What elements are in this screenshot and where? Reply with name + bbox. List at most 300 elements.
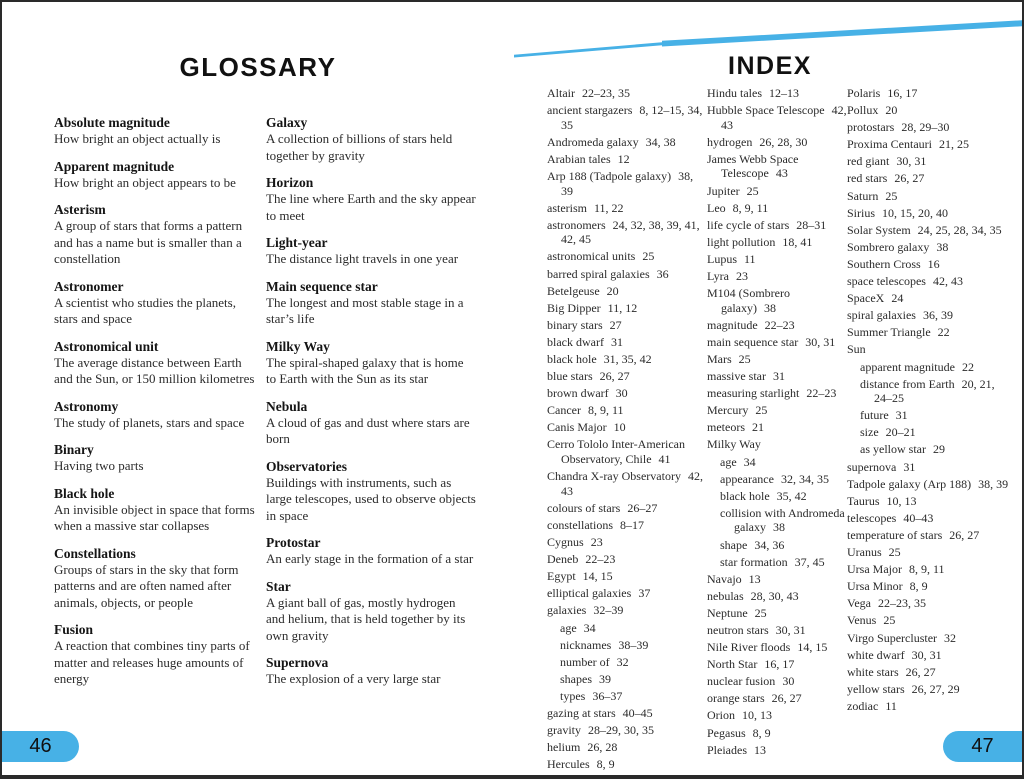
index-entry	[847, 257, 1015, 272]
index-term: astronomers	[547, 217, 606, 232]
index-page-numbers: 25	[755, 403, 768, 418]
index-term: appearance	[720, 471, 774, 486]
index-entry	[847, 665, 1015, 680]
index-page-numbers: 26, 27	[894, 171, 925, 186]
index-column	[847, 86, 1015, 716]
index-term: Hubble Space Telescope	[707, 103, 825, 118]
index-entry	[847, 631, 1015, 646]
index-entry	[547, 335, 703, 350]
index-entry	[547, 301, 703, 316]
index-term: star formation	[720, 554, 788, 569]
glossary-page-title: GLOSSARY	[179, 52, 337, 82]
index-page-numbers: 20–21	[885, 425, 916, 440]
index-entry	[547, 723, 703, 738]
index-term: Proxima Centauri	[847, 137, 932, 152]
index-page-numbers: 38	[936, 239, 949, 254]
glossary-entry	[266, 234, 476, 268]
index-page-numbers: 18, 41	[782, 234, 813, 249]
index-term: yellow stars	[847, 681, 905, 696]
index-page-numbers: 10	[613, 420, 626, 435]
glossary-term: Astronomy	[54, 398, 119, 414]
index-entry	[707, 674, 847, 689]
index-entry	[847, 342, 1015, 357]
index-page-numbers: 25	[883, 613, 896, 628]
index-term: Sombrero galaxy	[847, 239, 930, 254]
index-term: Sun	[847, 342, 866, 357]
glossary-column	[266, 114, 476, 698]
glossary-entry	[266, 398, 476, 448]
index-entry	[707, 743, 847, 758]
glossary-term: Observatories	[266, 458, 347, 474]
index-term: Arp 188 (Tadpole galaxy)	[547, 168, 672, 183]
index-page-numbers: 22–23	[764, 317, 795, 332]
index-page-numbers: 30	[615, 386, 628, 401]
index-term: future	[860, 408, 889, 423]
index-entry	[847, 494, 1015, 509]
index-entry	[860, 408, 1015, 423]
index-entry	[707, 201, 847, 216]
index-term: ancient stargazers	[547, 103, 633, 118]
index-term: Pleiades	[707, 742, 747, 757]
index-entry	[707, 691, 847, 706]
index-term: meteors	[707, 420, 745, 435]
glossary-definition: An invisible object in space that forms when a massive star collapses	[54, 501, 255, 533]
index-page-numbers: 40–43	[903, 510, 934, 525]
glossary-definition: A group of stars that forms a pattern and has a name but is smaller than a constellation	[54, 218, 243, 266]
index-term: protostars	[847, 120, 895, 135]
index-page-numbers: 39	[599, 671, 611, 686]
index-page-numbers: 32	[944, 630, 957, 645]
index-term: measuring starlight	[707, 386, 800, 401]
index-entry	[547, 169, 703, 198]
index-page-numbers: 10, 13	[742, 708, 772, 723]
index-term: Altair	[547, 86, 575, 100]
index-page-numbers: 37	[638, 586, 651, 601]
index-entry	[847, 460, 1015, 475]
index-entry	[707, 218, 847, 233]
index-entry	[847, 223, 1015, 238]
index-entry	[707, 286, 847, 315]
index-entry	[847, 511, 1015, 526]
index-term: Navajo	[707, 571, 742, 586]
index-term: light pollution	[707, 234, 776, 249]
index-page-numbers: 42, 43	[721, 103, 847, 132]
index-term: Vega	[847, 596, 871, 611]
index-page-numbers: 20	[606, 283, 619, 298]
index-term: Jupiter	[707, 183, 740, 198]
index-term: Lyra	[707, 269, 729, 284]
index-term: Canis Major	[547, 420, 607, 435]
glossary-term: Binary	[54, 442, 94, 457]
index-term: Milky Way	[707, 437, 761, 452]
index-entry	[847, 240, 1015, 255]
index-term: telescopes	[847, 510, 897, 525]
index-term: Pegasus	[707, 725, 746, 740]
glossary-term: Galaxy	[266, 115, 308, 130]
index-term: Summer Triangle	[847, 325, 931, 340]
index-term: James Webb Space Telescope	[707, 151, 799, 181]
index-term: Pollux	[847, 103, 879, 118]
index-page-numbers: 22–23, 35	[878, 596, 926, 611]
index-term: Taurus	[847, 493, 880, 508]
index-page-numbers: 38–39	[618, 637, 649, 652]
index-entry	[547, 249, 703, 264]
index-term: brown dwarf	[547, 386, 609, 401]
index-page-numbers: 35, 42	[776, 488, 807, 503]
index-page-numbers: 13	[754, 742, 766, 757]
index-entry	[547, 501, 703, 516]
index-page-numbers: 25	[642, 249, 655, 264]
index-page-numbers: 34	[743, 454, 756, 469]
glossary-entry	[54, 278, 261, 328]
index-entry	[707, 657, 847, 672]
glossary-term: Horizon	[266, 175, 314, 190]
index-entry	[847, 477, 1015, 492]
glossary-definition: Groups of stars in the sky that form patterns and are often named after animals, objects, or people	[54, 561, 239, 610]
index-page-numbers: 8, 9, 11	[908, 562, 945, 577]
index-page-numbers: 41	[658, 452, 671, 467]
index-page-numbers: 23	[736, 269, 748, 284]
index-term: Uranus	[847, 545, 882, 560]
glossary-entry	[54, 114, 261, 148]
index-page-numbers: 13	[748, 571, 761, 586]
index-term: Ursa Minor	[847, 579, 903, 594]
index-entry	[547, 586, 703, 601]
index-page-numbers: 22–23	[806, 386, 837, 401]
index-entry	[847, 682, 1015, 697]
glossary-entry	[54, 201, 261, 268]
index-page-numbers: 10, 15, 20, 40	[882, 205, 949, 220]
glossary-entry	[54, 485, 261, 535]
index-column	[547, 86, 703, 774]
index-page-numbers: 24	[891, 291, 904, 306]
index-term: Sirius	[847, 205, 876, 220]
index-entry	[847, 699, 1015, 714]
index-term: asterism	[547, 200, 587, 215]
index-page-numbers: 26, 27	[949, 527, 980, 542]
index-entry	[847, 189, 1015, 204]
index-page-numbers: 30, 31	[805, 334, 836, 349]
index-page-title: INDEX	[728, 52, 812, 80]
index-page-numbers: 32–39	[593, 603, 624, 618]
index-term: shape	[720, 537, 748, 552]
index-page-numbers: 36–37	[592, 688, 623, 703]
glossary-definition: How bright an object actually is	[54, 131, 221, 146]
index-entry	[547, 103, 703, 132]
index-page-numbers: 31	[610, 334, 623, 349]
index-term: Arabian tales	[547, 151, 611, 166]
index-term: astronomical units	[547, 249, 636, 264]
index-term: as yellow star	[860, 442, 926, 457]
index-entry	[547, 201, 703, 216]
index-entry	[847, 137, 1015, 152]
index-entry	[707, 184, 847, 199]
index-entry	[860, 377, 1015, 406]
index-term: constellations	[547, 517, 613, 532]
index-term: Big Dipper	[547, 300, 601, 315]
index-entry	[847, 325, 1015, 340]
index-term: zodiac	[847, 698, 879, 713]
index-term: Hercules	[547, 757, 590, 772]
index-page-numbers: 36, 39	[922, 308, 953, 323]
index-entry	[847, 613, 1015, 628]
glossary-definition: A giant ball of gas, mostly hydrogen and helium, that is held together by its own gravity	[266, 594, 466, 643]
index-term: orange stars	[707, 691, 765, 706]
index-entry	[707, 640, 847, 655]
index-entry	[560, 638, 703, 653]
index-entry	[707, 437, 847, 452]
index-page-numbers: 22	[937, 325, 950, 340]
index-term: white dwarf	[847, 647, 905, 662]
index-entry	[707, 623, 847, 638]
index-entry	[847, 274, 1015, 289]
page-number-badge-left: 46	[2, 731, 79, 762]
index-entry	[847, 545, 1015, 560]
index-term: Betelgeuse	[547, 283, 600, 298]
glossary-term: Protostar	[266, 535, 321, 550]
glossary-definition: A cloud of gas and dust where stars are born	[266, 414, 470, 446]
index-term: number of	[560, 654, 610, 669]
index-page-numbers: 42, 43	[932, 274, 963, 289]
index-page-numbers: 8, 9	[909, 579, 928, 594]
index-entry	[707, 572, 847, 587]
glossary-term: Astronomical unit	[54, 338, 159, 354]
glossary-term: Star	[266, 578, 291, 594]
index-page-numbers: 11	[885, 698, 897, 713]
index-page-numbers: 8–17	[620, 517, 644, 532]
index-page-numbers: 26, 28, 30	[759, 134, 808, 149]
index-page-numbers: 21	[752, 420, 764, 435]
index-page-numbers: 25	[746, 183, 759, 198]
index-term: Polaris	[847, 86, 881, 100]
glossary-definition: A collection of billions of stars held together by gravity	[266, 131, 453, 163]
index-entry	[547, 318, 703, 333]
index-entry	[547, 437, 703, 466]
index-term: main sequence star	[707, 334, 799, 349]
glossary-entry	[54, 158, 261, 192]
index-page-numbers: 34	[583, 620, 596, 635]
index-entry	[847, 103, 1015, 118]
index-entry	[547, 552, 703, 567]
index-term: age	[720, 454, 737, 469]
index-page-numbers: 24, 32, 38, 39, 41, 42, 45	[561, 217, 700, 247]
index-term: North Star	[707, 657, 758, 672]
index-page-numbers: 30	[782, 674, 795, 689]
index-page-numbers: 11, 22	[594, 200, 624, 215]
index-term: white stars	[847, 664, 899, 679]
index-entry	[547, 420, 703, 435]
glossary-definition: The line where Earth and the sky appear to meet	[266, 191, 476, 223]
index-entry	[707, 152, 847, 181]
index-entry	[847, 596, 1015, 611]
index-term: Tadpole galaxy (Arp 188)	[847, 476, 972, 491]
index-term: shapes	[560, 671, 592, 686]
index-term: colours of stars	[547, 500, 621, 515]
index-page-numbers: 38, 39	[561, 168, 694, 198]
index-page-numbers: 26–27	[627, 500, 658, 515]
glossary-term: Nebula	[266, 398, 308, 414]
index-term: massive star	[707, 369, 766, 384]
index-entry	[707, 606, 847, 621]
glossary-definition: The longest and most stable stage in a star’s life	[266, 294, 464, 326]
index-term: life cycle of stars	[707, 217, 790, 232]
index-term: black hole	[720, 488, 770, 503]
glossary-entry	[266, 534, 476, 568]
glossary-definition: The spiral-shaped galaxy that is home to Earth with the Sun as its star	[266, 354, 464, 386]
glossary-definition: The distance light travels in one year	[266, 251, 459, 266]
glossary-entry	[266, 278, 476, 328]
glossary-term: Astronomer	[54, 278, 124, 294]
index-entry	[560, 655, 703, 670]
index-term: Mercury	[707, 403, 749, 418]
index-entry	[847, 154, 1015, 169]
glossary-entry	[266, 578, 476, 645]
index-entry	[860, 425, 1015, 440]
index-page-numbers: 30, 31	[775, 623, 806, 637]
index-term: apparent magnitude	[860, 359, 955, 374]
index-entry	[547, 603, 703, 618]
index-term: gravity	[547, 723, 581, 738]
index-page-numbers: 11	[744, 251, 756, 266]
index-page-numbers: 28, 29–30	[901, 120, 950, 135]
glossary-column	[54, 114, 261, 698]
index-term: elliptical galaxies	[547, 586, 632, 601]
glossary-term: Black hole	[54, 485, 115, 501]
glossary-entry	[54, 398, 261, 432]
glossary-term: Light-year	[266, 235, 328, 250]
index-entry	[707, 403, 847, 418]
index-term: galaxies	[547, 603, 587, 618]
index-page-numbers: 22	[961, 359, 974, 374]
glossary-entry	[54, 441, 261, 475]
index-page-numbers: 8, 9	[752, 725, 771, 740]
index-term: spiral galaxies	[847, 308, 916, 323]
glossary-term: Supernova	[266, 655, 329, 670]
index-entry	[707, 135, 847, 150]
index-term: Cerro Tololo Inter-American Observatory, Chile	[547, 437, 685, 467]
index-page-numbers: 32	[616, 654, 629, 669]
index-entry	[707, 235, 847, 250]
index-page-numbers: 24, 25, 28, 34, 35	[917, 222, 1002, 237]
index-term: black dwarf	[547, 334, 604, 349]
glossary-term: Asterism	[54, 202, 106, 217]
index-page-numbers: 12	[617, 151, 630, 166]
index-entry	[860, 442, 1015, 457]
glossary-entry	[266, 174, 476, 224]
glossary-term: Constellations	[54, 545, 136, 561]
index-term: magnitude	[707, 317, 758, 332]
index-entry	[707, 335, 847, 350]
index-page-numbers: 31	[903, 459, 916, 474]
index-entry	[847, 206, 1015, 221]
glossary-definition: Having two parts	[54, 458, 144, 473]
index-term: Andromeda galaxy	[547, 134, 639, 149]
index-page-numbers: 40–45	[622, 705, 653, 720]
index-page-numbers: 30, 31	[911, 647, 942, 662]
index-entry	[847, 120, 1015, 135]
index-term: Nile River floods	[707, 640, 791, 655]
index-entry	[547, 86, 703, 101]
index-page-numbers: 8, 12–15, 34, 35	[561, 103, 703, 132]
index-page-numbers: 30, 31	[896, 154, 927, 169]
index-entry	[547, 218, 703, 247]
index-entry	[707, 352, 847, 367]
glossary-definition: A reaction that combines tiny parts of matter and releases huge amounts of energy	[54, 638, 250, 686]
index-entry	[707, 589, 847, 604]
index-column	[707, 86, 847, 760]
glossary-definition: Buildings with instruments, such as large telescopes, used to observe objects in space	[266, 474, 476, 523]
page-number-badge-right: 47	[943, 731, 1022, 762]
index-entry	[720, 472, 847, 487]
index-entry	[707, 103, 847, 132]
index-entry	[707, 708, 847, 723]
index-page-numbers: 38	[773, 520, 785, 535]
index-page-numbers: 16, 17	[887, 86, 918, 100]
index-page-numbers: 10, 13	[886, 493, 917, 508]
index-page-numbers: 20, 21, 24–25	[874, 376, 995, 406]
index-term: Chandra X-ray Observatory	[547, 469, 681, 484]
glossary-term: Fusion	[54, 622, 94, 637]
index-entry	[720, 489, 847, 504]
index-entry	[560, 672, 703, 687]
index-page-numbers: 25	[754, 605, 767, 620]
index-term: size	[860, 425, 879, 440]
glossary-entry	[266, 654, 476, 688]
index-page-numbers: 22–23	[585, 552, 616, 567]
index-page-numbers: 31	[895, 408, 908, 423]
glossary-term: Absolute magnitude	[54, 115, 170, 130]
index-term: distance from Earth	[860, 376, 955, 391]
index-term: Neptune	[707, 605, 748, 620]
index-page-numbers: 8, 9	[596, 757, 615, 772]
index-term: Mars	[707, 352, 732, 366]
index-page-numbers: 42, 43	[561, 469, 703, 498]
index-entry	[547, 757, 703, 772]
index-page-numbers: 14, 15	[797, 640, 828, 655]
index-page-numbers: 31	[773, 369, 785, 384]
index-term: neutron stars	[707, 623, 769, 637]
index-term: Lupus	[707, 251, 737, 266]
index-term: red stars	[847, 171, 888, 186]
index-entry	[860, 360, 1015, 375]
index-page-numbers: 25	[888, 545, 901, 560]
glossary-term: Apparent magnitude	[54, 158, 175, 174]
index-entry	[847, 86, 1015, 101]
index-term: collision with Andromeda galaxy	[720, 505, 845, 535]
glossary-entry	[54, 338, 261, 388]
glossary-term: Main sequence star	[266, 278, 378, 294]
index-term: Virgo Supercluster	[847, 630, 938, 645]
index-term: Venus	[847, 613, 877, 628]
glossary-entry	[266, 338, 476, 388]
index-page-numbers: 37, 45	[794, 554, 825, 569]
glossary-entry	[266, 458, 476, 525]
index-entry	[847, 579, 1015, 594]
glossary-term: Milky Way	[266, 338, 330, 354]
index-term: temperature of stars	[847, 527, 943, 542]
index-term: supernova	[847, 459, 897, 474]
index-page-numbers: 12–13	[769, 86, 799, 100]
index-entry	[560, 689, 703, 704]
index-term: black hole	[547, 352, 597, 366]
index-page-numbers: 16	[927, 256, 940, 271]
index-term: M104 (Sombrero galaxy)	[707, 286, 790, 315]
index-term: red giant	[847, 154, 890, 169]
glossary-entry	[266, 114, 476, 164]
index-term: Egypt	[547, 569, 576, 584]
index-page-numbers: 20	[885, 103, 898, 118]
index-page-numbers: 26, 27	[599, 369, 630, 384]
